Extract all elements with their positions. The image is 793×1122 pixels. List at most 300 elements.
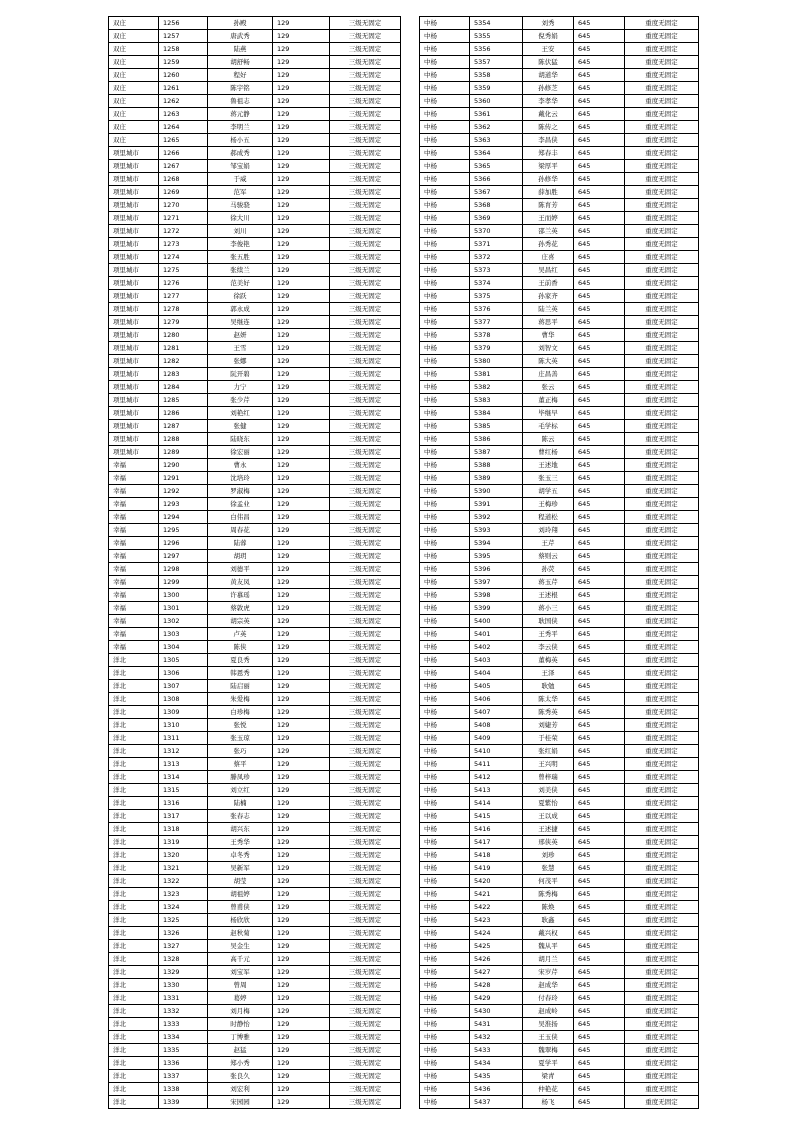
number-cell: 5415 (470, 810, 523, 823)
category-cell: 三级无固定 (330, 43, 401, 56)
name-cell: 蒋元静 (208, 108, 273, 121)
category-cell: 重度无固定 (625, 30, 699, 43)
town-cell: 项里城市 (109, 173, 159, 186)
category-cell: 重度无固定 (625, 368, 699, 381)
amount-cell: 645 (574, 1031, 625, 1044)
number-cell: 5397 (470, 576, 523, 589)
number-cell: 1333 (159, 1018, 208, 1031)
town-cell: 中杨 (420, 680, 470, 693)
amount-cell: 645 (574, 771, 625, 784)
number-cell: 1280 (159, 329, 208, 342)
name-cell: 白珍梅 (208, 706, 273, 719)
town-cell: 双庄 (109, 134, 159, 147)
name-cell: 戴化云 (523, 108, 574, 121)
amount-cell: 645 (574, 537, 625, 550)
category-cell: 三级无固定 (330, 485, 401, 498)
name-cell: 刘智文 (523, 342, 574, 355)
name-cell: 胡宗英 (208, 615, 273, 628)
right-data-table (419, 16, 699, 1109)
name-cell: 曹华 (523, 329, 574, 342)
number-cell: 5411 (470, 758, 523, 771)
amount-cell: 645 (574, 17, 625, 30)
name-cell: 王以成 (523, 810, 574, 823)
name-cell: 罗淑梅 (208, 485, 273, 498)
amount-cell: 645 (574, 433, 625, 446)
name-cell: 王秀华 (208, 836, 273, 849)
amount-cell: 645 (574, 953, 625, 966)
amount-cell: 129 (273, 641, 330, 654)
town-cell: 中杨 (420, 316, 470, 329)
table-row (109, 745, 401, 758)
table-row (109, 108, 401, 121)
table-row (109, 511, 401, 524)
name-cell: 胡舒畅 (208, 56, 273, 69)
name-cell: 郝成秀 (208, 147, 273, 160)
number-cell: 1327 (159, 940, 208, 953)
category-cell: 三级无固定 (330, 992, 401, 1005)
number-cell: 1290 (159, 459, 208, 472)
name-cell: 高千元 (208, 953, 273, 966)
town-cell: 项里城市 (109, 368, 159, 381)
category-cell: 三级无固定 (330, 641, 401, 654)
town-cell: 中杨 (420, 901, 470, 914)
table-row (420, 472, 699, 485)
amount-cell: 645 (574, 706, 625, 719)
category-cell: 重度无固定 (625, 628, 699, 641)
name-cell: 蔡则云 (523, 550, 574, 563)
town-cell: 中杨 (420, 602, 470, 615)
town-cell: 项里城市 (109, 186, 159, 199)
table-row (420, 602, 699, 615)
town-cell: 中杨 (420, 1083, 470, 1096)
number-cell: 5380 (470, 355, 523, 368)
name-cell: 程道松 (523, 511, 574, 524)
town-cell: 项里城市 (109, 316, 159, 329)
table-row (420, 615, 699, 628)
name-cell: 赵成华 (523, 979, 574, 992)
town-cell: 中杨 (420, 888, 470, 901)
town-cell: 中杨 (420, 173, 470, 186)
table-row (109, 992, 401, 1005)
category-cell: 三级无固定 (330, 238, 401, 251)
amount-cell: 645 (574, 1044, 625, 1057)
town-cell: 中杨 (420, 290, 470, 303)
number-cell: 1275 (159, 264, 208, 277)
category-cell: 三级无固定 (330, 134, 401, 147)
category-cell: 三级无固定 (330, 758, 401, 771)
table-row (420, 238, 699, 251)
town-cell: 中杨 (420, 277, 470, 290)
number-cell: 1297 (159, 550, 208, 563)
name-cell: 刘德平 (208, 563, 273, 576)
name-cell: 张玉三 (523, 472, 574, 485)
amount-cell: 645 (574, 927, 625, 940)
category-cell: 重度无固定 (625, 108, 699, 121)
table-row (109, 407, 401, 420)
amount-cell: 645 (574, 121, 625, 134)
table-row (420, 1031, 699, 1044)
town-cell: 项里城市 (109, 433, 159, 446)
number-cell: 1294 (159, 511, 208, 524)
number-cell: 5428 (470, 979, 523, 992)
number-cell: 1285 (159, 394, 208, 407)
town-cell: 中杨 (420, 30, 470, 43)
amount-cell: 645 (574, 1057, 625, 1070)
name-cell: 曾梓瑞 (523, 771, 574, 784)
amount-cell: 129 (273, 186, 330, 199)
number-cell: 5377 (470, 316, 523, 329)
amount-cell: 129 (273, 342, 330, 355)
table-row (420, 1096, 699, 1109)
category-cell: 重度无固定 (625, 69, 699, 82)
town-cell: 洋北 (109, 966, 159, 979)
number-cell: 1328 (159, 953, 208, 966)
number-cell: 5418 (470, 849, 523, 862)
amount-cell: 645 (574, 199, 625, 212)
amount-cell: 129 (273, 875, 330, 888)
town-cell: 中杨 (420, 108, 470, 121)
table-row (109, 693, 401, 706)
amount-cell: 129 (273, 849, 330, 862)
town-cell: 中杨 (420, 849, 470, 862)
town-cell: 中杨 (420, 641, 470, 654)
number-cell: 5424 (470, 927, 523, 940)
name-cell: 夏紫怡 (523, 797, 574, 810)
category-cell: 重度无固定 (625, 17, 699, 30)
number-cell: 1273 (159, 238, 208, 251)
town-cell: 洋北 (109, 784, 159, 797)
name-cell: 卓冬秀 (208, 849, 273, 862)
name-cell: 蒋小三 (523, 602, 574, 615)
category-cell: 重度无固定 (625, 160, 699, 173)
table-row (109, 862, 401, 875)
town-cell: 幸福 (109, 563, 159, 576)
number-cell: 1312 (159, 745, 208, 758)
name-cell: 阮开碧 (208, 368, 273, 381)
town-cell: 中杨 (420, 862, 470, 875)
amount-cell: 129 (273, 30, 330, 43)
amount-cell: 645 (574, 147, 625, 160)
amount-cell: 129 (273, 810, 330, 823)
category-cell: 三级无固定 (330, 706, 401, 719)
number-cell: 5393 (470, 524, 523, 537)
name-cell: 夏学平 (523, 1057, 574, 1070)
amount-cell: 129 (273, 56, 330, 69)
amount-cell: 645 (574, 940, 625, 953)
number-cell: 1260 (159, 69, 208, 82)
amount-cell: 129 (273, 472, 330, 485)
table-row (109, 875, 401, 888)
category-cell: 重度无固定 (625, 667, 699, 680)
category-cell: 三级无固定 (330, 602, 401, 615)
town-cell: 幸福 (109, 550, 159, 563)
category-cell: 重度无固定 (625, 693, 699, 706)
table-row (420, 121, 699, 134)
category-cell: 三级无固定 (330, 264, 401, 277)
name-cell: 张续兰 (208, 264, 273, 277)
table-row (420, 1018, 699, 1031)
name-cell: 张娜 (208, 355, 273, 368)
amount-cell: 129 (273, 966, 330, 979)
name-cell: 魏翠梅 (523, 1044, 574, 1057)
number-cell: 5374 (470, 277, 523, 290)
number-cell: 5431 (470, 1018, 523, 1031)
category-cell: 三级无固定 (330, 355, 401, 368)
name-cell: 董正梅 (523, 394, 574, 407)
number-cell: 5434 (470, 1057, 523, 1070)
number-cell: 1264 (159, 121, 208, 134)
amount-cell: 645 (574, 667, 625, 680)
category-cell: 三级无固定 (330, 30, 401, 43)
table-row (109, 1083, 401, 1096)
amount-cell: 129 (273, 745, 330, 758)
category-cell: 重度无固定 (625, 56, 699, 69)
town-cell: 中杨 (420, 589, 470, 602)
amount-cell: 129 (273, 602, 330, 615)
town-cell: 项里城市 (109, 238, 159, 251)
table-row (420, 264, 699, 277)
table-row (109, 199, 401, 212)
category-cell: 三级无固定 (330, 576, 401, 589)
category-cell: 重度无固定 (625, 576, 699, 589)
category-cell: 三级无固定 (330, 1070, 401, 1083)
category-cell: 三级无固定 (330, 199, 401, 212)
table-row (109, 836, 401, 849)
table-row (420, 173, 699, 186)
category-cell: 重度无固定 (625, 433, 699, 446)
number-cell: 1325 (159, 914, 208, 927)
table-row (420, 875, 699, 888)
amount-cell: 129 (273, 355, 330, 368)
name-cell: 宋岁芹 (523, 966, 574, 979)
name-cell: 仲艳花 (523, 1083, 574, 1096)
amount-cell: 129 (273, 862, 330, 875)
amount-cell: 645 (574, 43, 625, 56)
name-cell: 吴昌红 (523, 264, 574, 277)
town-cell: 洋北 (109, 758, 159, 771)
table-row (420, 641, 699, 654)
name-cell: 胡道华 (523, 69, 574, 82)
number-cell: 5379 (470, 342, 523, 355)
table-row (420, 329, 699, 342)
amount-cell: 645 (574, 875, 625, 888)
category-cell: 重度无固定 (625, 212, 699, 225)
amount-cell: 129 (273, 1044, 330, 1057)
amount-cell: 129 (273, 667, 330, 680)
town-cell: 中杨 (420, 212, 470, 225)
town-cell: 中杨 (420, 485, 470, 498)
town-cell: 项里城市 (109, 160, 159, 173)
town-cell: 中杨 (420, 238, 470, 251)
table-row (109, 277, 401, 290)
number-cell: 1295 (159, 524, 208, 537)
amount-cell: 129 (273, 277, 330, 290)
table-row (420, 784, 699, 797)
table-row (109, 784, 401, 797)
number-cell: 5406 (470, 693, 523, 706)
town-cell: 中杨 (420, 407, 470, 420)
amount-cell: 129 (273, 225, 330, 238)
category-cell: 重度无固定 (625, 173, 699, 186)
name-cell: 陈秀英 (523, 706, 574, 719)
name-cell: 杨飞 (523, 1096, 574, 1109)
town-cell: 洋北 (109, 849, 159, 862)
number-cell: 5425 (470, 940, 523, 953)
table-row (109, 368, 401, 381)
number-cell: 5359 (470, 82, 523, 95)
town-cell: 洋北 (109, 1005, 159, 1018)
category-cell: 三级无固定 (330, 979, 401, 992)
amount-cell: 129 (273, 498, 330, 511)
category-cell: 三级无固定 (330, 472, 401, 485)
name-cell: 孙修华 (523, 173, 574, 186)
town-cell: 中杨 (420, 550, 470, 563)
name-cell: 庄昌善 (523, 368, 574, 381)
name-cell: 李孝华 (523, 95, 574, 108)
amount-cell: 129 (273, 940, 330, 953)
category-cell: 重度无固定 (625, 316, 699, 329)
town-cell: 幸福 (109, 641, 159, 654)
number-cell: 1310 (159, 719, 208, 732)
amount-cell: 129 (273, 1031, 330, 1044)
table-row (420, 316, 699, 329)
name-cell: 魏从平 (523, 940, 574, 953)
number-cell: 1320 (159, 849, 208, 862)
name-cell: 李俊艳 (208, 238, 273, 251)
category-cell: 三级无固定 (330, 914, 401, 927)
category-cell: 重度无固定 (625, 459, 699, 472)
category-cell: 重度无固定 (625, 862, 699, 875)
number-cell: 5358 (470, 69, 523, 82)
amount-cell: 645 (574, 264, 625, 277)
name-cell: 夏良秀 (208, 654, 273, 667)
category-cell: 重度无固定 (625, 836, 699, 849)
town-cell: 中杨 (420, 134, 470, 147)
category-cell: 三级无固定 (330, 732, 401, 745)
table-row (420, 979, 699, 992)
table-row (109, 446, 401, 459)
category-cell: 重度无固定 (625, 849, 699, 862)
name-cell: 陈伏猛 (523, 56, 574, 69)
right-table (419, 16, 699, 1109)
table-row (109, 212, 401, 225)
category-cell: 三级无固定 (330, 524, 401, 537)
number-cell: 5398 (470, 589, 523, 602)
amount-cell: 645 (574, 810, 625, 823)
amount-cell: 645 (574, 654, 625, 667)
number-cell: 5369 (470, 212, 523, 225)
category-cell: 重度无固定 (625, 147, 699, 160)
table-row (420, 654, 699, 667)
table-row (109, 121, 401, 134)
table-row (109, 134, 401, 147)
name-cell: 薛加胜 (523, 186, 574, 199)
number-cell: 1309 (159, 706, 208, 719)
name-cell: 刘秀 (523, 17, 574, 30)
amount-cell: 129 (273, 82, 330, 95)
number-cell: 1262 (159, 95, 208, 108)
category-cell: 重度无固定 (625, 1057, 699, 1070)
number-cell: 5416 (470, 823, 523, 836)
category-cell: 三级无固定 (330, 498, 401, 511)
amount-cell: 645 (574, 524, 625, 537)
table-row (109, 979, 401, 992)
table-row (420, 732, 699, 745)
amount-cell: 645 (574, 472, 625, 485)
town-cell: 中杨 (420, 537, 470, 550)
name-cell: 陈秀梅 (523, 888, 574, 901)
town-cell: 中杨 (420, 355, 470, 368)
name-cell: 陈传之 (523, 121, 574, 134)
name-cell: 张巧 (208, 745, 273, 758)
number-cell: 1268 (159, 173, 208, 186)
amount-cell: 129 (273, 394, 330, 407)
amount-cell: 645 (574, 823, 625, 836)
number-cell: 5384 (470, 407, 523, 420)
category-cell: 重度无固定 (625, 927, 699, 940)
number-cell: 1266 (159, 147, 208, 160)
number-cell: 1339 (159, 1096, 208, 1109)
name-cell: 曾甫侠 (208, 901, 273, 914)
table-row (420, 368, 699, 381)
town-cell: 中杨 (420, 745, 470, 758)
table-row (109, 95, 401, 108)
town-cell: 洋北 (109, 836, 159, 849)
town-cell: 洋北 (109, 1083, 159, 1096)
name-cell: 陈大英 (523, 355, 574, 368)
table-row (420, 719, 699, 732)
amount-cell: 129 (273, 212, 330, 225)
table-row (109, 810, 401, 823)
table-row (420, 342, 699, 355)
town-cell: 项里城市 (109, 446, 159, 459)
category-cell: 重度无固定 (625, 797, 699, 810)
number-cell: 1263 (159, 108, 208, 121)
table-row (420, 771, 699, 784)
number-cell: 5429 (470, 992, 523, 1005)
number-cell: 1284 (159, 381, 208, 394)
town-cell: 洋北 (109, 979, 159, 992)
category-cell: 三级无固定 (330, 433, 401, 446)
table-row (420, 433, 699, 446)
town-cell: 洋北 (109, 862, 159, 875)
table-row (109, 576, 401, 589)
town-cell: 中杨 (420, 563, 470, 576)
category-cell: 重度无固定 (625, 901, 699, 914)
number-cell: 1298 (159, 563, 208, 576)
name-cell: 何茂平 (523, 875, 574, 888)
category-cell: 重度无固定 (625, 238, 699, 251)
number-cell: 1283 (159, 368, 208, 381)
number-cell: 1267 (159, 160, 208, 173)
name-cell: 杨小五 (208, 134, 273, 147)
amount-cell: 645 (574, 966, 625, 979)
amount-cell: 129 (273, 121, 330, 134)
town-cell: 中杨 (420, 576, 470, 589)
town-cell: 幸福 (109, 615, 159, 628)
category-cell: 重度无固定 (625, 134, 699, 147)
town-cell: 中杨 (420, 654, 470, 667)
name-cell: 于桂荣 (523, 732, 574, 745)
amount-cell: 129 (273, 264, 330, 277)
table-row (420, 680, 699, 693)
table-row (420, 17, 699, 30)
name-cell: 王梅珍 (523, 498, 574, 511)
name-cell: 程好 (208, 69, 273, 82)
town-cell: 中杨 (420, 368, 470, 381)
number-cell: 5427 (470, 966, 523, 979)
name-cell: 张慧 (523, 862, 574, 875)
